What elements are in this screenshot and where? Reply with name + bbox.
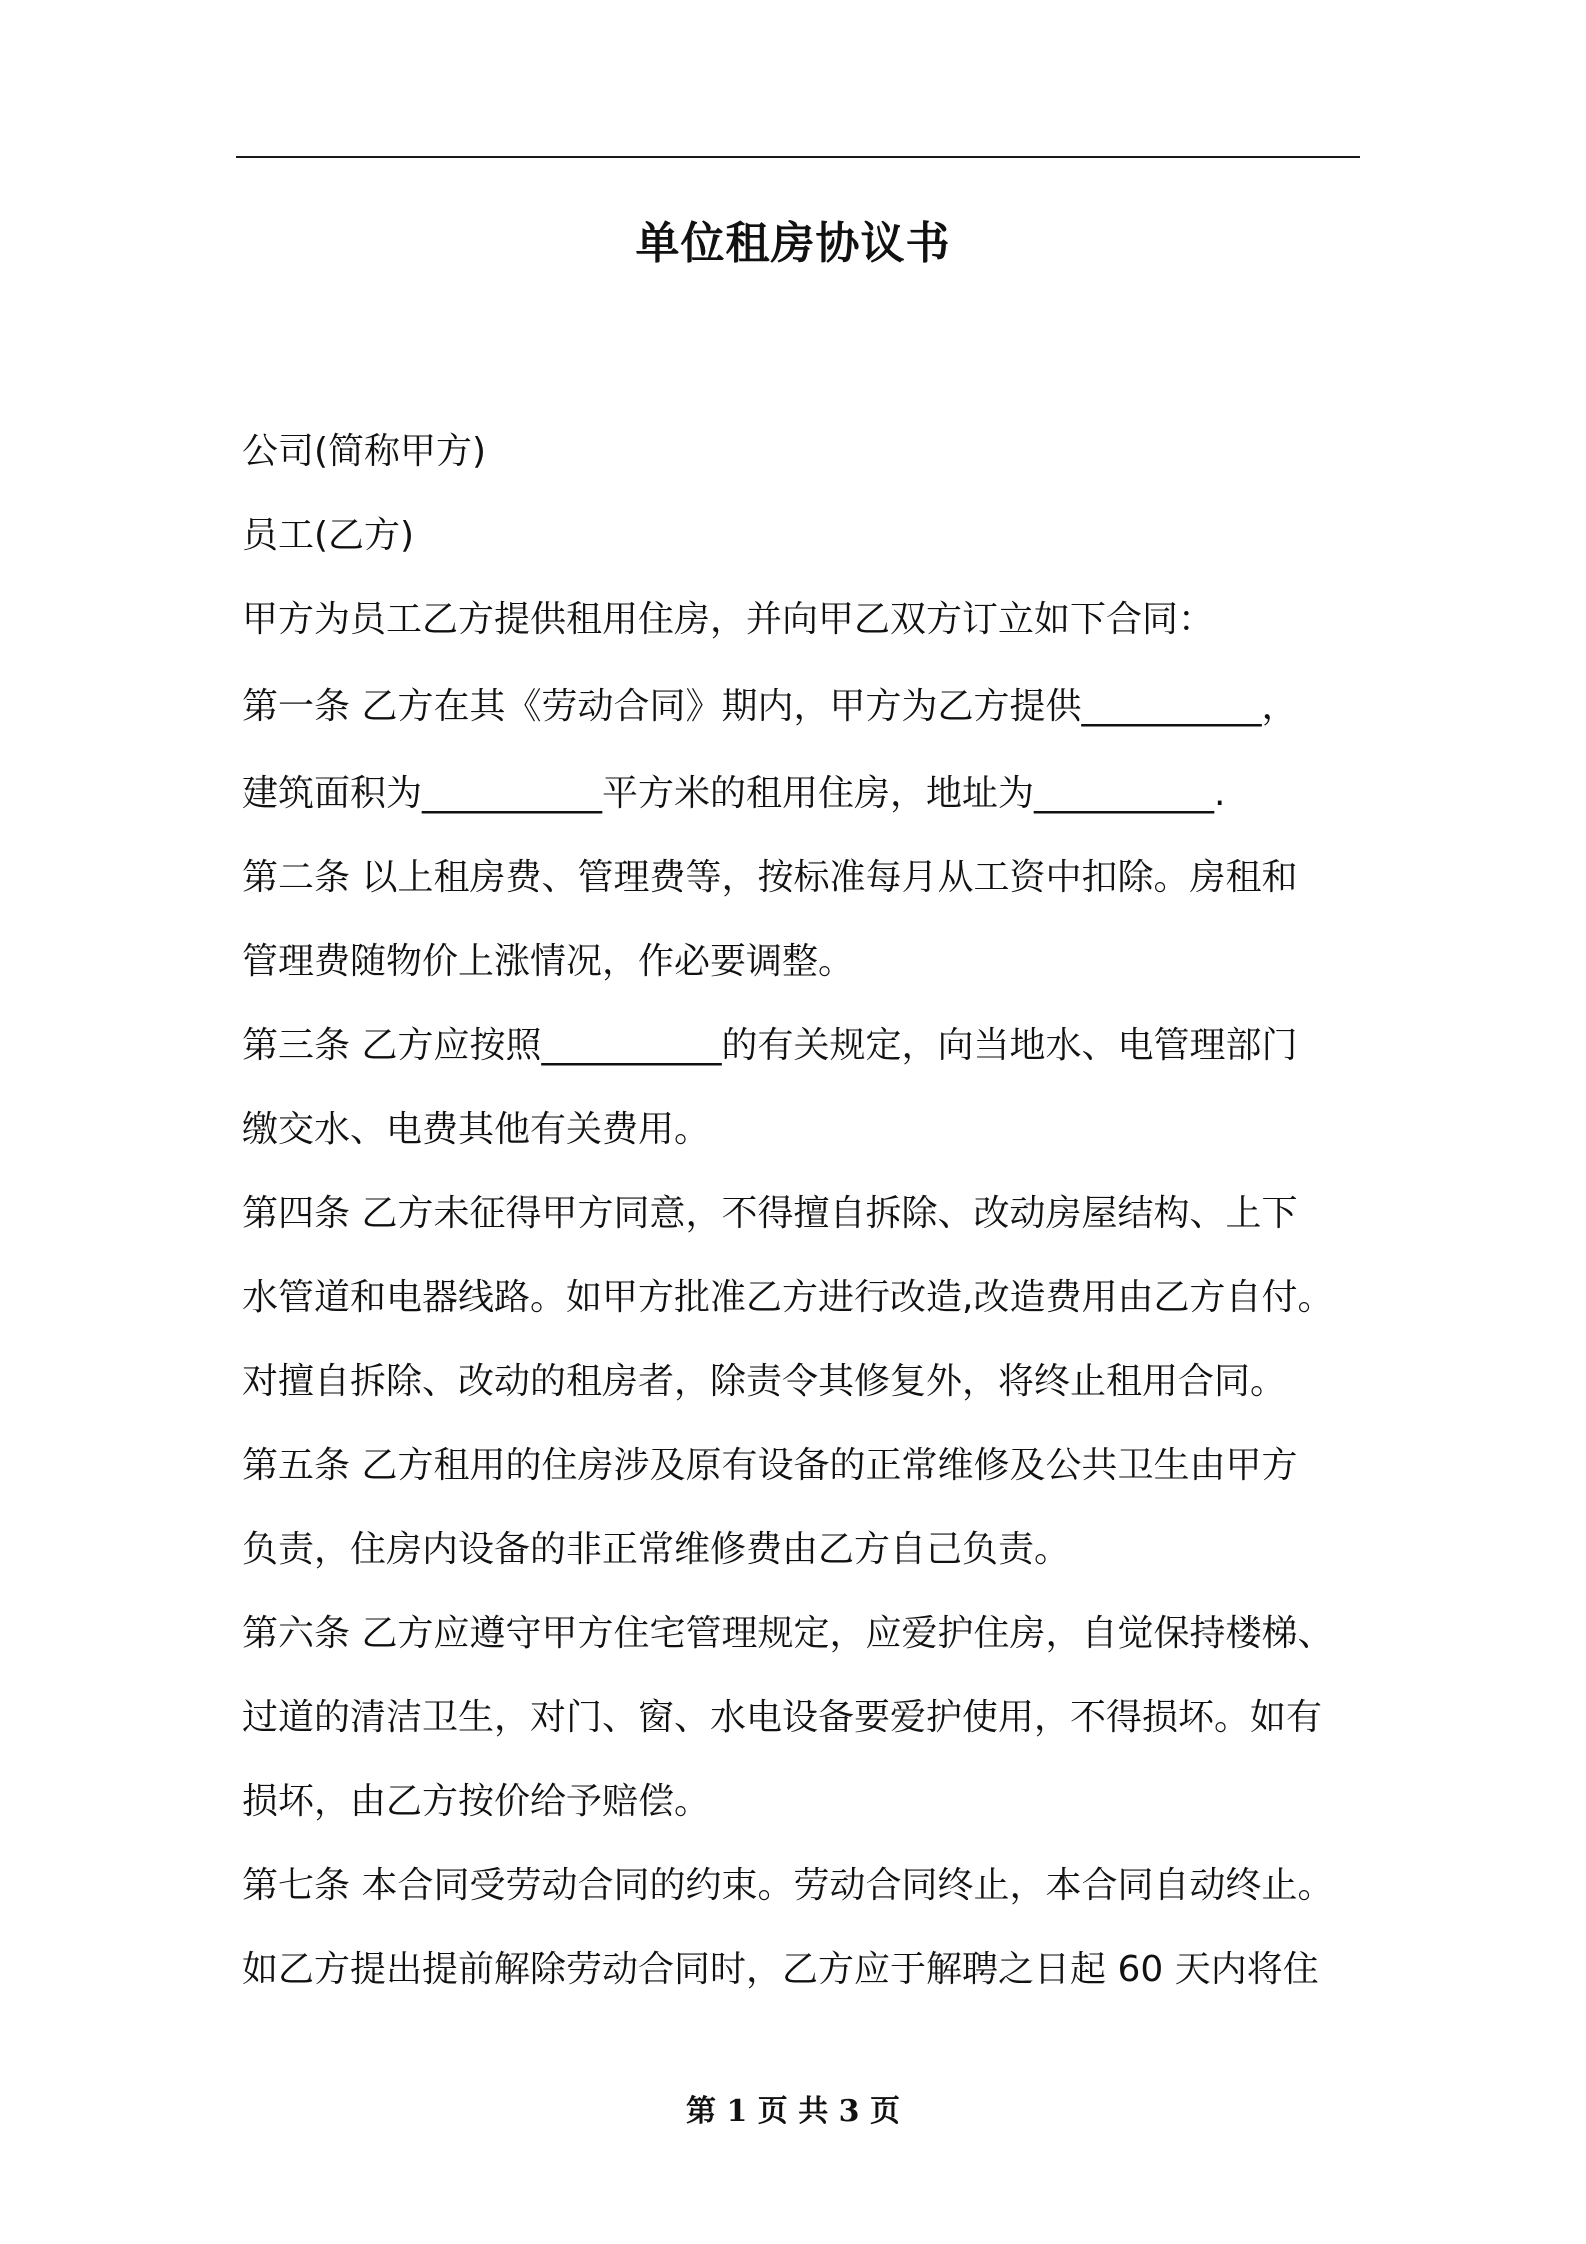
body-line: 负责，住房内设备的非正常维修费由乙方自己负责。 (242, 1529, 1071, 1570)
header-rule (236, 156, 1360, 158)
body-line: 过道的清洁卫生，对门、窗、水电设备要爱护使用，不得损坏。如有 (242, 1697, 1323, 1738)
body-line: 对擅自拆除、改动的租房者，除责令其修复外，将终止租用合同。 (242, 1361, 1287, 1402)
document-body (242, 410, 1382, 2012)
body-line: 管理费随物价上涨情况，作必要调整。 (242, 941, 855, 982)
document-title: 单位租房协议书 (635, 218, 951, 269)
body-line: 公司(简称甲方) (242, 431, 487, 472)
body-line: 第三条 乙方应按照__________的有关规定，向当地水、电管理部门 (242, 1025, 1298, 1066)
body-line: 第六条 乙方应遵守甲方住宅管理规定，应爱护住房，自觉保持楼梯、 (242, 1613, 1334, 1654)
body-line: 第四条 乙方未征得甲方同意，不得擅自拆除、改动房屋结构、上下 (242, 1193, 1298, 1234)
body-line: 第一条 乙方在其《劳动合同》期内，甲方为乙方提供__________， (242, 686, 1298, 727)
body-line: 员工(乙方) (242, 515, 415, 556)
body-line: 水管道和电器线路。如甲方批准乙方进行改造,改造费用由乙方自付。 (242, 1277, 1334, 1318)
body-line: 第七条 本合同受劳动合同的约束。劳动合同终止，本合同自动终止。 (242, 1865, 1334, 1906)
body-line: 如乙方提出提前解除劳动合同时，乙方应于解聘之日起 60 天内将住 (242, 1949, 1319, 1990)
body-line: 建筑面积为__________平方米的租用住房，地址为__________. (242, 773, 1226, 814)
body-line: 甲方为员工乙方提供租用住房，并向甲乙双方订立如下合同： (242, 599, 1215, 640)
body-line: 缴交水、电费其他有关费用。 (242, 1109, 711, 1150)
body-line: 损坏，由乙方按价给予赔偿。 (242, 1781, 711, 1822)
page-number: 第 1 页 共 3 页 (686, 2094, 900, 2129)
body-line: 第五条 乙方租用的住房涉及原有设备的正常维修及公共卫生由甲方 (242, 1445, 1298, 1486)
body-line: 第二条 以上租房费、管理费等，按标准每月从工资中扣除。房租和 (242, 857, 1298, 898)
